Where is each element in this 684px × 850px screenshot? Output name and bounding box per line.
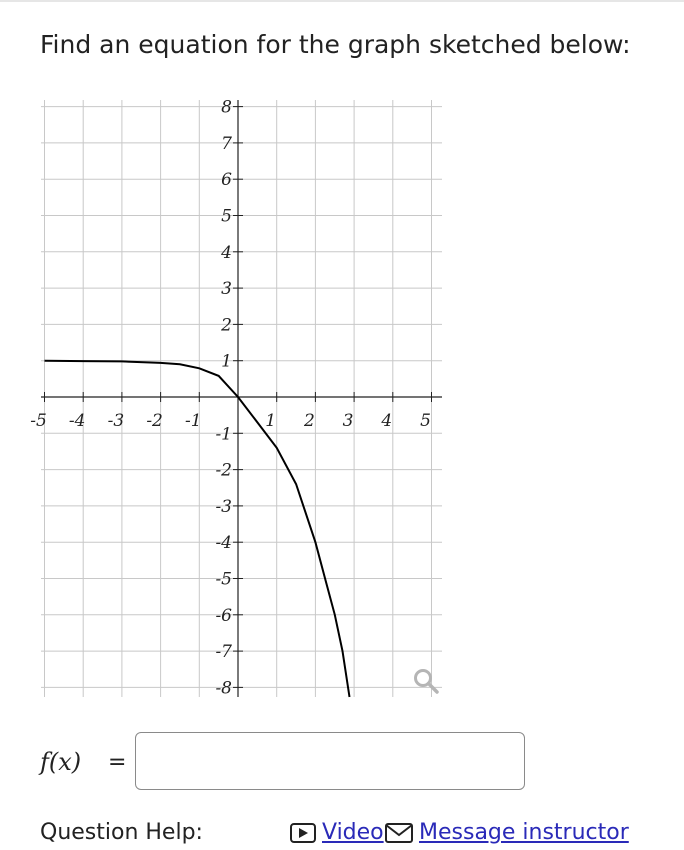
y-tick-label: -4	[215, 533, 232, 554]
y-tick-label: -5	[215, 569, 232, 590]
y-tick-label: -1	[215, 424, 232, 445]
message-instructor-link[interactable]	[385, 820, 629, 845]
y-tick-label: 1	[221, 351, 232, 372]
y-tick-label: -8	[215, 678, 232, 699]
axes	[41, 97, 442, 697]
y-tick-label: 2	[221, 315, 232, 336]
y-tick-label: -3	[215, 496, 232, 517]
grid	[41, 97, 442, 697]
answer-label: f(x)	[40, 748, 82, 776]
x-tick-label: 2	[303, 411, 315, 431]
y-tick-label: -7	[215, 642, 232, 663]
question-help-label: Question Help:	[40, 820, 203, 845]
x-tick-label: -3	[107, 411, 125, 431]
x-tick-label: -2	[146, 411, 163, 431]
message-instructor-label: Message instructor	[419, 820, 629, 845]
x-tick-label: 4	[381, 411, 393, 431]
tick-labels	[30, 98, 431, 699]
x-tick-label: 3	[342, 411, 354, 431]
video-link[interactable]	[290, 820, 384, 845]
y-tick-label: 6	[221, 170, 232, 191]
y-tick-label: 4	[221, 242, 232, 263]
y-tick-label: 8	[221, 97, 232, 118]
answer-input[interactable]	[135, 732, 525, 790]
y-tick-label: 3	[221, 279, 232, 300]
video-link-label: Video	[322, 820, 384, 845]
x-tick-label: -1	[185, 411, 202, 431]
y-tick-label: 7	[221, 133, 232, 154]
equals-sign: =	[108, 750, 127, 775]
play-icon	[290, 823, 316, 843]
y-tick-label: 5	[221, 206, 232, 227]
x-tick-label: -5	[30, 411, 47, 431]
x-tick-label: 5	[420, 411, 431, 431]
question-text: Find an equation for the graph sketched below:	[40, 30, 631, 59]
y-tick-label: -2	[215, 460, 232, 481]
envelope-icon	[385, 823, 413, 843]
x-tick-label: 1	[265, 411, 277, 431]
x-tick-label: -4	[68, 411, 86, 431]
magnifier-icon[interactable]	[416, 671, 438, 693]
y-tick-label: -6	[215, 605, 232, 626]
